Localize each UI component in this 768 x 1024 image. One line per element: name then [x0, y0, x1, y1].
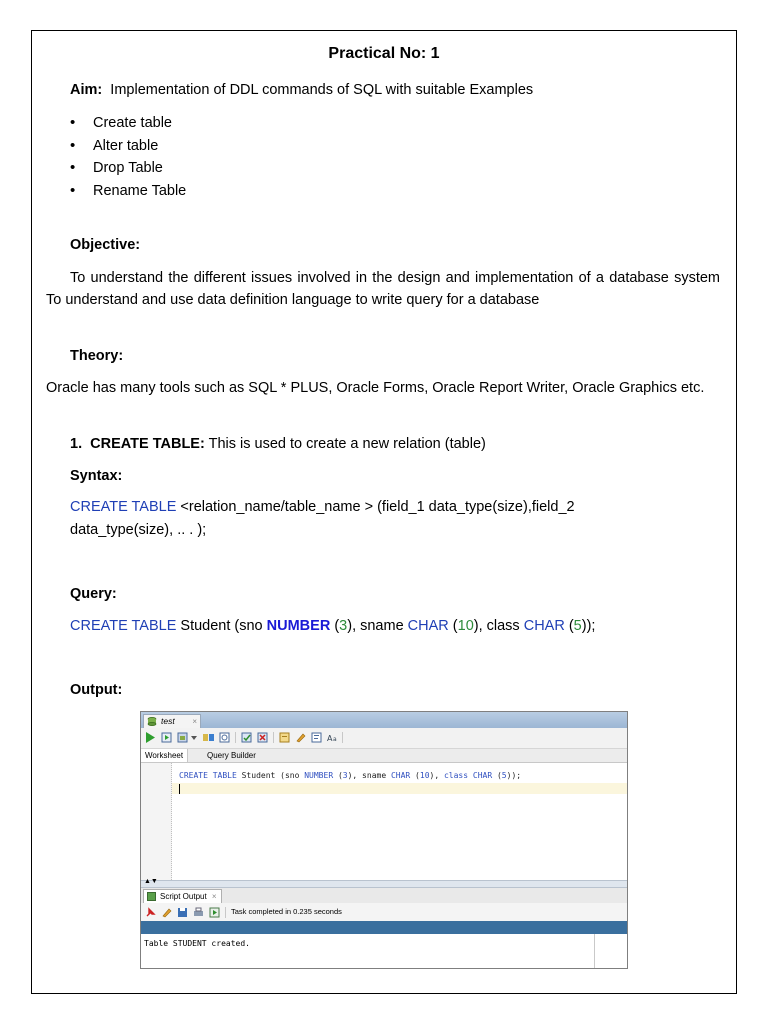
line-gutter	[141, 763, 172, 880]
query-heading: Query:	[70, 586, 117, 602]
code-fragment: Student (sno	[236, 771, 305, 780]
page-title: Practical No: 1	[328, 45, 440, 62]
toolbar-separator	[225, 907, 226, 918]
to-upper-lower-icon[interactable]	[327, 732, 338, 743]
worksheet-tab-label: test	[161, 716, 175, 726]
pin-icon[interactable]	[145, 907, 156, 918]
svg-text:A: A	[327, 734, 333, 743]
syntax-rest: <relation_name/table_name > (field_1 data_type(size),field_2 data_type(size), .. . );	[70, 499, 575, 538]
list-item: • Rename Table	[70, 180, 186, 203]
worksheet-subtabs	[141, 749, 627, 763]
code-number: 3	[342, 771, 348, 780]
sql-developer-screenshot	[140, 711, 628, 969]
worksheet-tab[interactable]	[143, 714, 201, 728]
section-title: CREATE TABLE:	[90, 436, 205, 452]
tab-query-builder[interactable]: Query Builder	[207, 751, 256, 760]
aim-label: Aim:	[70, 82, 103, 98]
print-icon[interactable]	[193, 907, 204, 918]
code-keyword: NUMBER	[304, 771, 334, 780]
syntax-text	[70, 496, 670, 542]
syntax-keyword: CREATE TABLE	[70, 499, 177, 515]
aim-list	[70, 112, 186, 202]
output-heading: Output:	[70, 682, 123, 698]
rollback-icon[interactable]	[257, 732, 268, 743]
output-divider	[594, 934, 595, 969]
query-fragment: (	[330, 618, 340, 634]
code-number: 10	[419, 771, 430, 780]
commit-icon[interactable]	[241, 732, 252, 743]
code-keyword: CHAR	[390, 771, 411, 780]
list-item: • Create table	[70, 112, 186, 135]
close-icon[interactable]: ×	[192, 717, 197, 726]
sql-history-icon[interactable]	[279, 732, 290, 743]
clear-icon[interactable]	[295, 732, 306, 743]
query-fragment: ));	[581, 618, 596, 634]
sql-editor[interactable]	[141, 763, 627, 880]
svg-text:a: a	[333, 736, 337, 743]
toolbar-separator	[235, 732, 236, 743]
sql-tuning-icon[interactable]	[219, 732, 230, 743]
code-line	[179, 771, 521, 780]
output-toolbar	[141, 903, 627, 922]
code-fragment: ),	[429, 771, 444, 780]
code-fragment: (	[333, 771, 343, 780]
section-number: 1.	[70, 436, 83, 452]
close-icon[interactable]: ×	[211, 892, 217, 901]
autotrace-icon[interactable]	[177, 732, 188, 743]
format-icon[interactable]	[311, 732, 322, 743]
tab-worksheet[interactable]: Worksheet	[141, 749, 188, 762]
objective-text: To understand the different issues involved in the design and implementation of a database system To understand and use data definition language to write query for a database	[46, 270, 720, 308]
script-output-tab-label: Script Output	[160, 892, 207, 901]
task-status: Task completed in 0.235 seconds	[231, 907, 342, 916]
pane-splitter[interactable]	[141, 880, 627, 888]
run-script-icon[interactable]	[161, 732, 172, 743]
theory-heading: Theory:	[70, 348, 124, 364]
query-keyword: NUMBER	[266, 618, 331, 634]
section-text: This is used to create a new relation (table)	[208, 436, 486, 452]
eraser-icon[interactable]	[161, 907, 172, 918]
run-statement-icon[interactable]	[145, 732, 156, 743]
list-item: • Drop Table	[70, 157, 186, 180]
code-keyword: CREATE TABLE	[179, 771, 237, 780]
script-output-text: Table STUDENT created.	[144, 939, 250, 948]
syntax-heading: Syntax:	[70, 468, 123, 484]
code-number: 5	[501, 771, 507, 780]
query-number: 5	[573, 618, 582, 634]
query-fragment: ), class	[473, 618, 524, 634]
script-output-tab[interactable]	[143, 889, 222, 903]
toolbar-separator	[273, 732, 274, 743]
script-output-icon	[147, 892, 156, 901]
code-fragment: ), sname	[347, 771, 391, 780]
code-keyword: class	[443, 771, 469, 780]
text-caret	[179, 784, 180, 794]
aim-line	[70, 79, 533, 101]
list-item: • Alter table	[70, 135, 186, 158]
objective-heading: Objective:	[70, 237, 141, 253]
code-fragment: (	[410, 771, 420, 780]
ide-tab-bar	[141, 712, 627, 728]
query-fragment: ), sname	[347, 618, 408, 634]
query-number: 10	[457, 618, 474, 634]
query-text	[70, 615, 595, 637]
query-fragment: (	[564, 618, 574, 634]
code-fragment: (	[492, 771, 502, 780]
query-keyword: CHAR	[407, 618, 449, 634]
script-output-pane	[141, 934, 627, 969]
collapse-arrows-icon[interactable]: ▲▼	[144, 878, 158, 885]
query-fragment: (	[448, 618, 458, 634]
explain-plan-icon[interactable]	[203, 732, 214, 743]
query-number: 3	[339, 618, 348, 634]
aim-text: Implementation of DDL commands of SQL with suitable Examples	[110, 82, 534, 98]
worksheet-toolbar	[141, 728, 627, 749]
output-header-bar	[141, 921, 627, 934]
code-keyword: CHAR	[472, 771, 493, 780]
current-line-highlight	[172, 783, 628, 794]
export-icon[interactable]	[209, 907, 220, 918]
save-icon[interactable]	[177, 907, 188, 918]
query-keyword: CHAR	[523, 618, 565, 634]
query-fragment: Student (sno	[176, 618, 267, 634]
toolbar-separator	[342, 732, 343, 743]
query-keyword: CREATE TABLE	[70, 618, 177, 634]
output-tab-bar	[141, 888, 627, 903]
theory-text: Oracle has many tools such as SQL * PLUS, Oracle Forms, Oracle Report Writer, Oracle Graphics etc.	[46, 380, 705, 396]
database-connection-icon	[147, 717, 157, 726]
section-heading	[70, 433, 486, 455]
dropdown-icon[interactable]	[191, 732, 197, 743]
code-fragment: ));	[506, 771, 522, 780]
